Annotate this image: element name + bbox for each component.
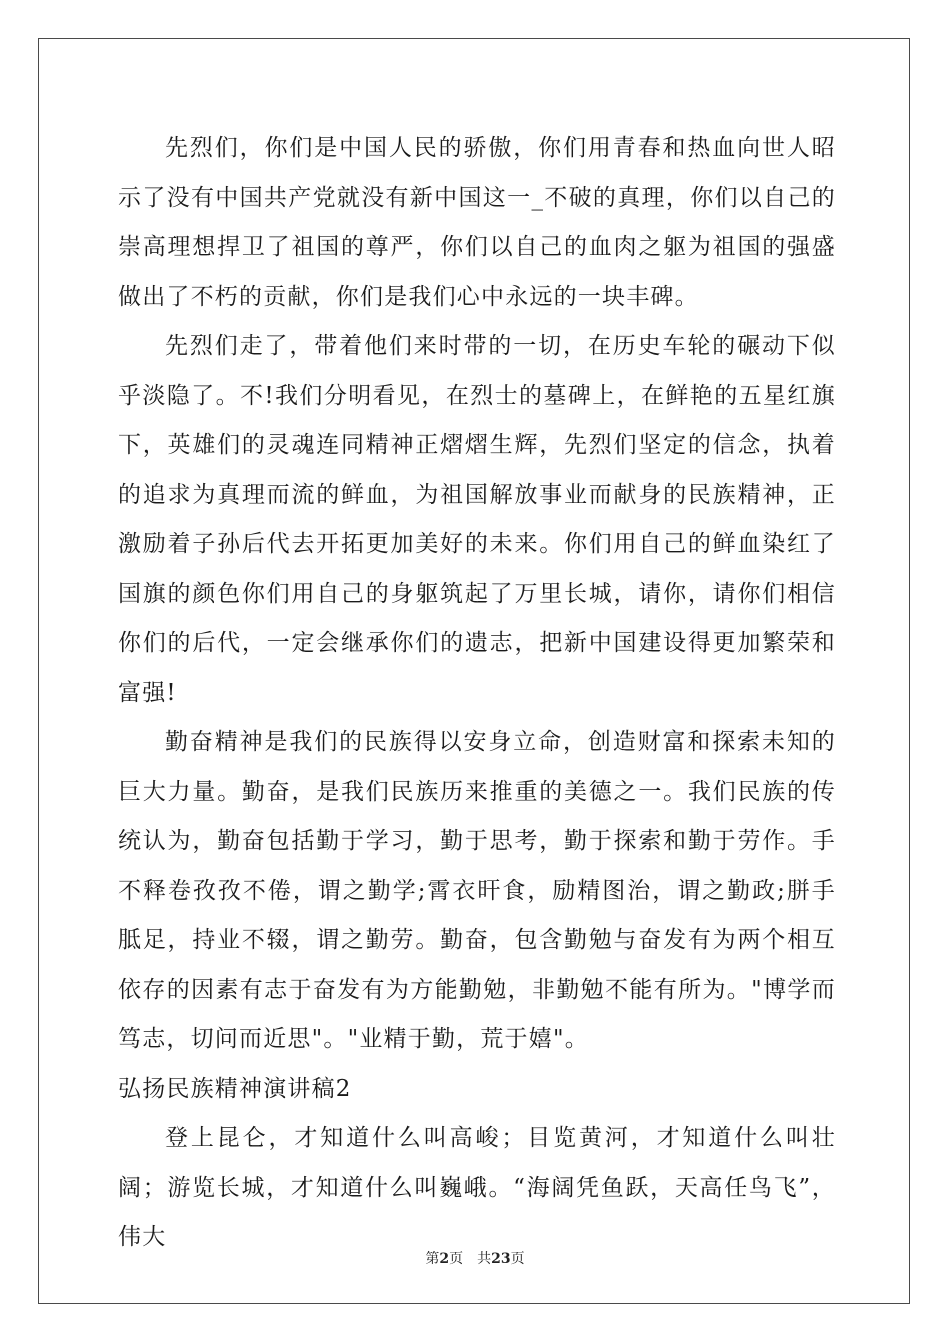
total-pages: 23 bbox=[491, 1251, 511, 1267]
page-prefix: 第 bbox=[425, 1251, 440, 1267]
document-body bbox=[118, 124, 836, 1263]
total-suffix: 页 bbox=[510, 1251, 525, 1267]
paragraph-3: 勤奋精神是我们的民族得以安身立命，创造财富和探索未知的巨大力量。勤奋，是我们民族历来推重的美德之一。我们民族的传统认为，勤奋包括勤于学习，勤于思考，勤于探索和勤于劳作。手不释卷孜孜不倦，谓之勤学;霄衣旰食，励精图治，谓之勤政;胼手胝足，持业不辍，谓之勤劳。勤奋，包含勤勉与奋发有为两个相互依存的因素有志于奋发有为方能勤勉，非勤勉不能有所为。"博学而笃志，切问而近思"。"业精于勤，荒于嬉"。 bbox=[118, 729, 836, 1052]
page-footer bbox=[0, 1248, 950, 1268]
paragraph-2: 先烈们走了，带着他们来时带的一切，在历史车轮的碾动下似乎淡隐了。不!我们分明看见，在烈士的墓碑上，在鲜艳的五星红旗下，英雄们的灵魂连同精神正熠熠生辉，先烈们坚定的信念，执着的追求为真理而流的鲜血，为祖国解放事业而献身的民族精神，正激励着子孙后代去开拓更加美好的未来。你们用自己的鲜血染红了国旗的颜色你们用自己的身躯筑起了万里长城，请你，请你们相信你们的后代，一定会继承你们的遗志，把新中国建设得更加繁荣和富强! bbox=[118, 333, 836, 706]
paragraph-4: 登上昆仑，才知道什么叫高峻；目览黄河，才知道什么叫壮阔；游览长城，才知道什么叫巍峨。“海阔凭鱼跃，天高任鸟飞”，伟大 bbox=[118, 1125, 836, 1250]
paragraph-1: 先烈们，你们是中国人民的骄傲，你们用青春和热血向世人昭示了没有中国共产党就没有新中国这一_不破的真理，你们以自己的崇高理想捍卫了祖国的尊严，你们以自己的血肉之躯为祖国的强盛做出了不朽的贡献，你们是我们心中永远的一块丰碑。 bbox=[118, 135, 836, 310]
page-number: 2 bbox=[439, 1251, 450, 1267]
section-heading: 弘扬民族精神演讲稿2 bbox=[118, 1075, 352, 1102]
page-suffix: 页 bbox=[449, 1251, 464, 1267]
total-prefix: 共 bbox=[477, 1251, 492, 1267]
